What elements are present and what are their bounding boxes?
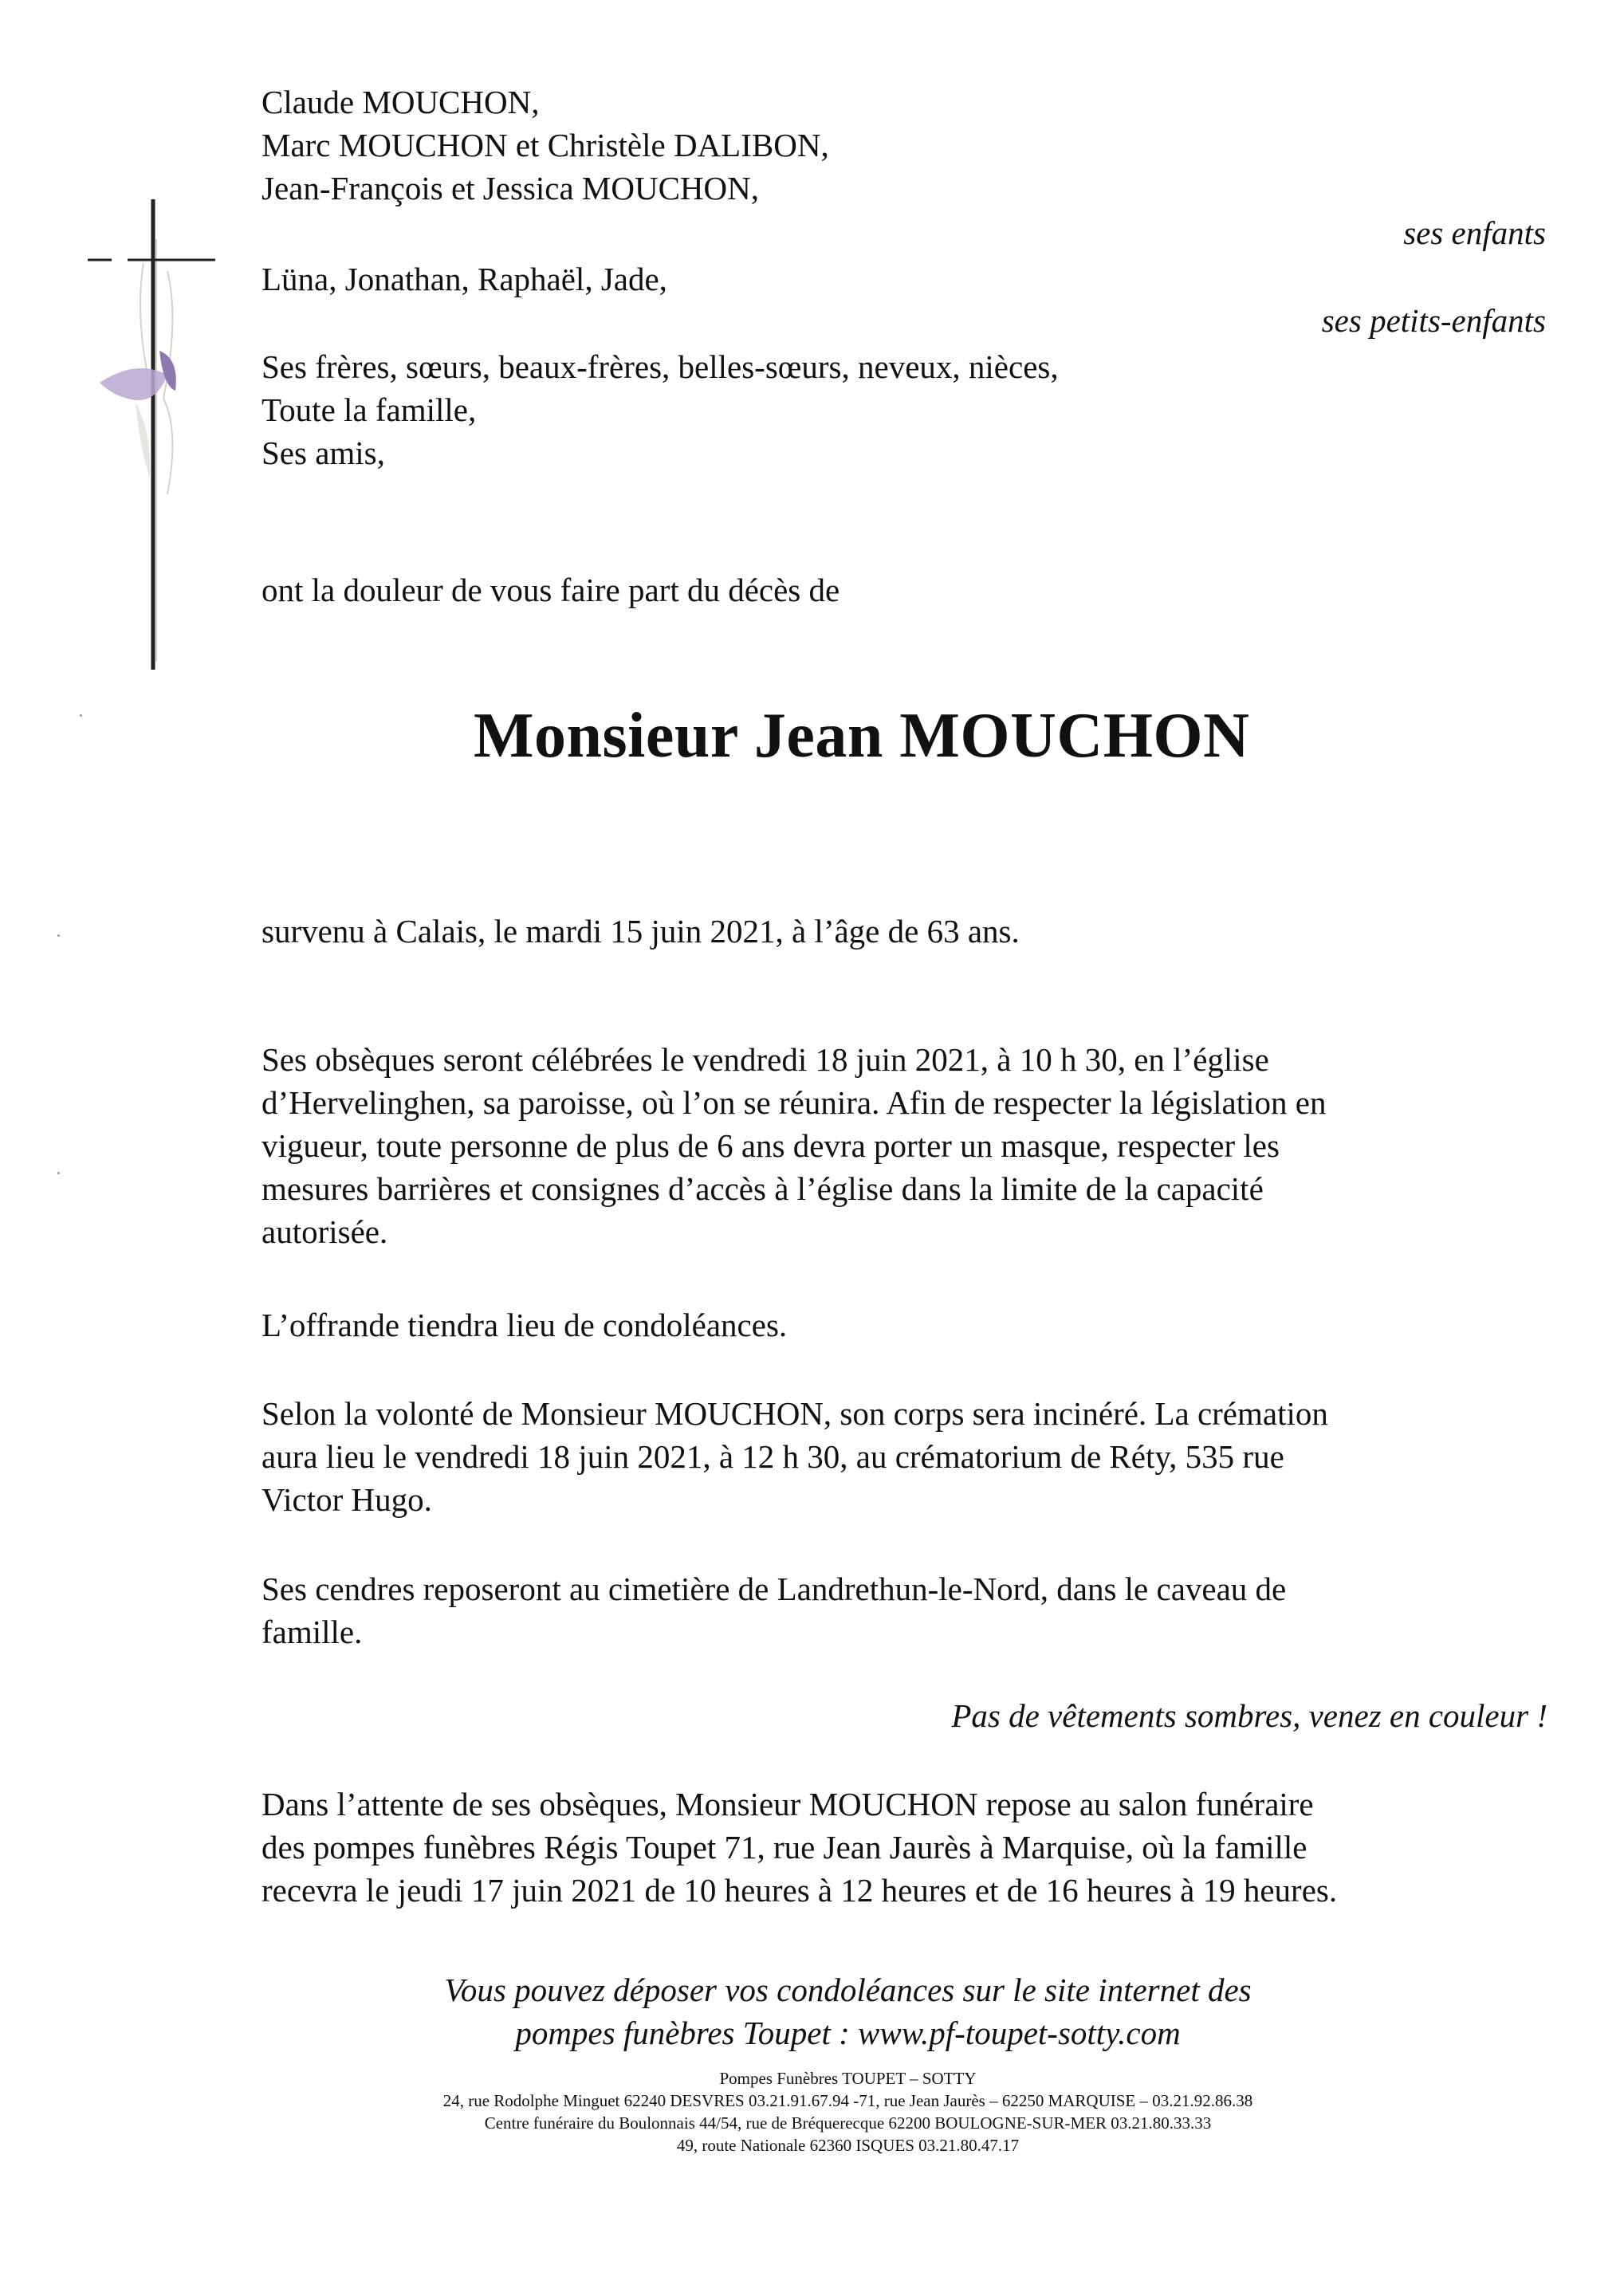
announcement: ont la douleur de vous faire part du décès de	[261, 572, 840, 608]
offering-line: L’offrande tiendra lieu de condoléances.	[261, 1307, 788, 1343]
footer-address: 49, route Nationale 62360 ISQUES 03.21.80.47.17	[676, 2136, 1020, 2155]
family-others-line: Ses amis,	[261, 434, 385, 471]
funeral-line: autorisée.	[261, 1213, 388, 1250]
family-others-line: Toute la famille,	[261, 391, 477, 428]
cremation-paragraph	[261, 1392, 1569, 1521]
ashes-paragraph	[261, 1567, 1569, 1653]
dress-code: Pas de vêtements sombres, venez en couleur !	[951, 1697, 1547, 1734]
family-others-line: Ses frères, sœurs, beaux-frères, belles-sœurs, neveux, nièces,	[261, 348, 1059, 385]
footer-address: 24, rue Rodolphe Minguet 62240 DESVRES 03.21.91.67.94 -71, rue Jean Jaurès – 62250 MARQUISE – 03.21.92.86.38	[442, 2091, 1253, 2110]
speck	[57, 1172, 60, 1174]
death-line: survenu à Calais, le mardi 15 juin 2021, à l’âge de 63 ans.	[261, 913, 1020, 949]
viewing-paragraph	[261, 1783, 1569, 1912]
family-children-line: Marc MOUCHON et Christèle DALIBON,	[261, 127, 829, 163]
condolences-line: pompes funèbres Toupet : www.pf-toupet-sotty.com	[515, 2015, 1181, 2051]
speck	[80, 714, 82, 717]
cremation-line: aura lieu le vendredi 18 juin 2021, à 12 h 30, au crématorium de Réty, 535 rue	[261, 1438, 1284, 1475]
family-grandchildren-line: Lüna, Jonathan, Raphaël, Jade,	[261, 261, 667, 297]
deceased-name: Monsieur Jean MOUCHON	[474, 701, 1250, 771]
ashes-line: Ses cendres reposeront au cimetière de Landrethun-le-Nord, dans le caveau de	[261, 1571, 1287, 1607]
ashes-line: famille.	[261, 1614, 363, 1650]
cremation-line: Victor Hugo.	[261, 1481, 432, 1518]
grandchildren-label: ses petits-enfants	[1321, 302, 1546, 339]
family-children-line: Claude MOUCHON,	[261, 84, 540, 120]
viewing-line: des pompes funèbres Régis Toupet 71, rue Jean Jaurès à Marquise, où la famille	[261, 1829, 1307, 1866]
funeral-paragraph	[261, 1038, 1569, 1253]
children-label: ses enfants	[1403, 214, 1546, 251]
funeral-line: Ses obsèques seront célébrées le vendredi 18 juin 2021, à 10 h 30, en l’église	[261, 1041, 1269, 1078]
cremation-line: Selon la volonté de Monsieur MOUCHON, son corps sera incinéré. La crémation	[261, 1395, 1328, 1432]
funeral-line: vigueur, toute personne de plus de 6 ans devra porter un masque, respecter les	[261, 1127, 1280, 1164]
cross-with-lily-icon	[80, 191, 223, 686]
funeral-line: mesures barrières et consignes d’accès à l’église dans la limite de la capacité	[261, 1170, 1264, 1207]
funeral-line: d’Hervelinghen, sa paroisse, où l’on se réunira. Afin de respecter la législation en	[261, 1084, 1327, 1121]
viewing-line: recevra le jeudi 17 juin 2021 de 10 heures à 12 heures et de 16 heures à 19 heures.	[261, 1872, 1338, 1909]
condolences-line: Vous pouvez déposer vos condoléances sur le site internet des	[444, 1972, 1252, 2008]
viewing-line: Dans l’attente de ses obsèques, Monsieur MOUCHON repose au salon funéraire	[261, 1786, 1314, 1822]
footer-address: Centre funéraire du Boulonnais 44/54, rue de Bréquerecque 62200 BOULOGNE-SUR-MER 03.21.80.33.33	[484, 2113, 1212, 2133]
family-children-line: Jean-François et Jessica MOUCHON,	[261, 170, 759, 206]
footer-company: Pompes Funèbres TOUPET – SOTTY	[719, 2069, 977, 2088]
speck	[57, 934, 60, 937]
